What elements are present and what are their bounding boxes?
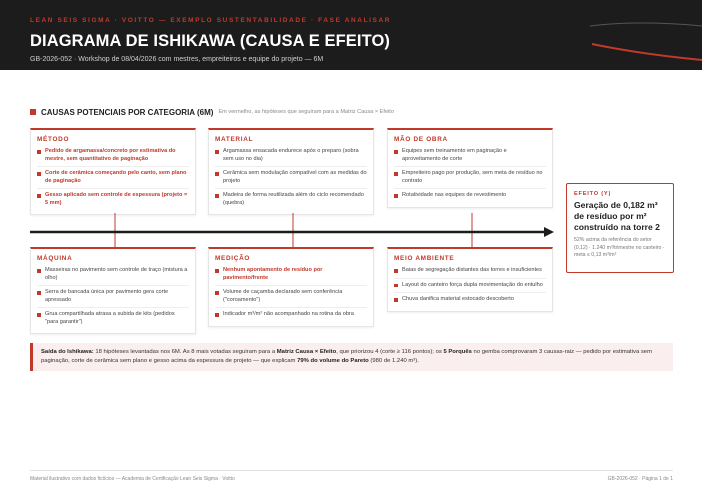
page-subtitle: GB-2026-052 · Workshop de 08/04/2026 com mestres, empreiteiros e equipe do projeto — 6M (30, 56, 324, 63)
summary-text: no gemba comprovaram 3 causas-raiz — pedido por estimativa sem paginação, corte de cerâmica sem plano e gesso acima da espessura de projeto — que explicam (41, 349, 652, 364)
card-metodo (30, 128, 196, 215)
summary-box (30, 343, 673, 371)
cause-item: Gesso aplicado sem controle de espessura (projeto = 5 mm) (37, 192, 189, 210)
summary-bold: 79% do volume do Pareto (297, 357, 369, 364)
section-heading (30, 106, 394, 118)
cause-item: Corte de cerâmica começando pelo canto, sem plano de paginação (37, 170, 189, 189)
cause-item: Nenhum apontamento de resíduo por pavimento/frente (215, 267, 367, 286)
cause-item: Equipes sem treinamento em paginação e aproveitamento de corte (394, 148, 546, 167)
cause-item: Cerâmica sem modulação compatível com as medidas do projeto (215, 170, 367, 189)
footer-left: Material ilustrativo com dados fictícios — Academia de Certificação Lean Seis Sigma · Voitto (30, 476, 235, 482)
cause-item: Madeira de forma reutilizada além do ciclo recomendado (quebra) (215, 192, 367, 210)
effect-label: EFEITO (Y) (574, 191, 612, 197)
category-title: MÃO DE OBRA (394, 136, 448, 143)
category-title: MEDIÇÃO (215, 255, 251, 262)
card-maquina (30, 247, 196, 334)
page-title: DIAGRAMA DE ISHIKAWA (CAUSA E EFEITO) (30, 32, 390, 50)
cause-item: Layout do canteiro força dupla movimentação do entulho (394, 282, 546, 294)
category-title: MÉTODO (37, 136, 70, 143)
section-square-icon (30, 109, 36, 115)
card-material (208, 128, 374, 215)
cause-item: Serra de bancada única por pavimento gera corte apressado (37, 289, 189, 308)
fishbone-spine (30, 227, 560, 237)
header (0, 0, 702, 70)
footer-right: GB-2026-052 · Página 1 de 1 (607, 476, 673, 482)
cause-item: Empreiteiro pago por produção, sem meta de resíduo no contrato (394, 170, 546, 189)
cause-item: Indicador m³/m² não acompanhado na rotina da obra (215, 311, 367, 322)
cause-item: Pedido de argamassa/concreto por estimativa do mestre, sem quantitativo de paginação (37, 148, 189, 167)
cause-item: Chuva danifica material estocado descoberto (394, 296, 546, 307)
effect-box (566, 183, 674, 273)
cause-item: Masseiras no pavimento sem controle de traço (mistura a olho) (37, 267, 189, 286)
summary-text: 18 hipóteses levantadas nos 6M. As 8 mais votadas seguiram para a (93, 349, 277, 355)
summary-bold: 5 Porquês (443, 349, 472, 355)
category-title: MATERIAL (215, 136, 254, 143)
card-meio-ambiente (387, 247, 553, 312)
header-kicker: LEAN SEIS SIGMA · VOITTO — EXEMPLO SUSTENTABILIDADE · FASE ANALISAR (30, 17, 392, 24)
category-title: MÁQUINA (37, 255, 73, 262)
category-title: MEIO AMBIENTE (394, 255, 455, 262)
summary-lead: Saída do Ishikawa: (41, 349, 94, 355)
cause-item: Rotatividade nas equipes de revestimento (394, 192, 546, 203)
card-medicao (208, 247, 374, 327)
section-note: Em vermelho, as hipóteses que seguiram para a Matriz Causa × Efeito (218, 109, 394, 115)
summary-text: (980 de 1.240 m³). (368, 357, 419, 364)
cause-item: Baias de segregação distantes das torres e insuficientes (394, 267, 546, 279)
effect-title: Geração de 0,182 m³ de resíduo por m² construído na torre 2 (574, 200, 660, 232)
summary-bold: Matriz Causa × Efeito (276, 349, 337, 355)
effect-note: 52% acima da referência do setor (0,12) · 1.240 m³/trimestre no canteiro · meta ≤ 0,13 m³/m² (574, 237, 665, 258)
section-label: CAUSAS POTENCIAIS POR CATEGORIA (6M) (41, 107, 214, 117)
cause-item: Argamassa ensacada endurece após o preparo (sobra sem uso no dia) (215, 148, 367, 167)
summary-text: , que priorizou 4 (corte ≥ 116 pontos); os (336, 349, 444, 355)
footer (30, 470, 673, 482)
cause-item: Volume de caçamba declarado sem conferência ("coroamento") (215, 289, 367, 308)
cause-item: Grua compartilhada atrasa a subida de kits (pedidos "para garantir") (37, 311, 189, 329)
card-mao-de-obra (387, 128, 553, 208)
